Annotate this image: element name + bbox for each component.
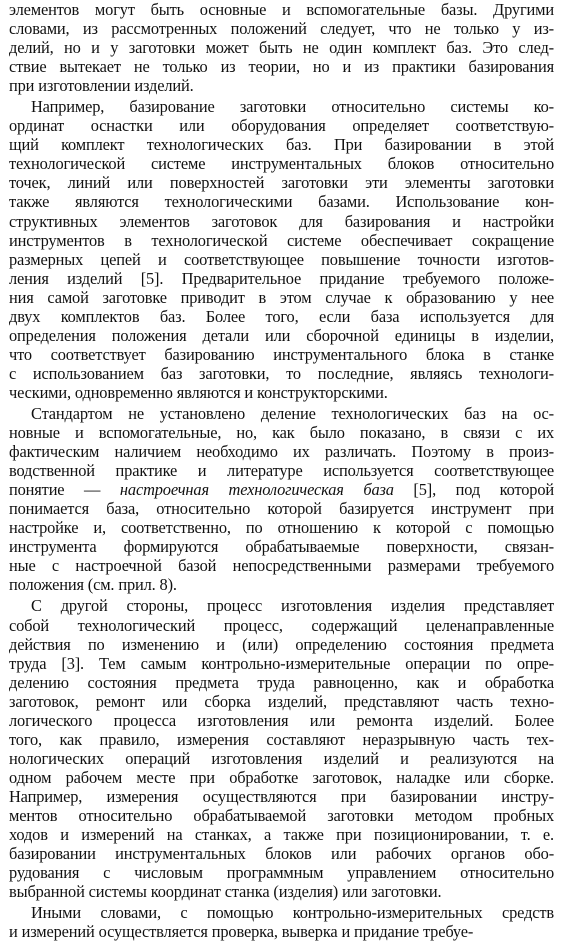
text-line: фактическим наличием необходимо их различать. Поэтому в произ- (9, 442, 554, 462)
text-line: ходов и измерений на станках, а также при позиционировании, т. е. (9, 825, 554, 845)
text-line: ординат оснастки или оборудования определяет соответствую- (9, 116, 554, 136)
text-line: понятие — настроечная технологическая база [5], под которой (9, 480, 555, 500)
text-line: размерных цепей и соответствующее повышение точности изготов- (9, 249, 554, 269)
text-line: собой технологический процесс, содержащий целенаправленные (9, 615, 554, 635)
text-line: структивных элементов заготовок для базирования и настройки (9, 211, 554, 231)
text-line: определения положения детали или сборочной единицы в изделии, (9, 325, 554, 345)
text-line: ментов относительно обрабатываемой заготовки методом пробных (9, 805, 554, 825)
paragraph (9, 0, 554, 95)
italic-term: настроечная технологическая база (119, 480, 394, 500)
text-line: ные с настроечной базой непосредственными размерами требуемого (9, 556, 554, 576)
text-line: Например, базирование заготовки относительно системы ко- (31, 97, 554, 117)
text-line: рудования с числовым программным управлением относительно (9, 863, 554, 883)
text-line: щий комплект технологических баз. При базировании в этой (9, 135, 554, 155)
text-line: и измерений осуществляется проверка, выверка и придание требуе- (9, 922, 474, 941)
text-line: одном рабочем месте при обработке заготовок, наладке или сборке. (9, 767, 554, 787)
text-line: с использованием баз заготовки, то последние, являясь технологи- (9, 363, 554, 383)
text-line: Иными словами, с помощью контрольно-измерительных средств (31, 903, 554, 923)
text-line: что соответствует базированию инструментального блока в станке (9, 344, 554, 364)
text-line: нологических операций изготовления изделий и реализуются на (9, 748, 554, 768)
paragraph (9, 596, 554, 901)
text-line: труда [3]. Тем самым контрольно-измерительные операции по опре- (9, 653, 554, 673)
text-line: Например, измерения осуществляются при базировании инстру- (9, 786, 554, 806)
text-line: инструментов в технологической системе обеспечивает сокращение (9, 230, 554, 250)
text-line: того, как правило, измерения составляют неразрывную часть тех- (9, 729, 554, 749)
text-line: базировании инструментальных блоков или рабочих органов обо- (9, 844, 554, 864)
text-line: точек, линий или поверхностей заготовки эти элементы заготовки (9, 173, 554, 193)
text-line: настройке и, соответственно, по отношению к которой с помощью (9, 518, 554, 538)
text-line: технологической системе инструментальных блоков относительно (9, 154, 554, 174)
paragraph (9, 903, 554, 941)
text-line: логического процесса изготовления или ремонта изделий. Более (9, 710, 554, 730)
text-line: при изготовлении изделий. (9, 76, 194, 96)
text-line: инструмента формируются обрабатываемые поверхности, связан- (9, 537, 554, 557)
text-line: водственной практике и литературе используется соответствующее (9, 461, 554, 481)
text-line: действия по изменению и (или) определению состояния предмета (9, 634, 554, 654)
text-line: выбранной системы координат станка (изделия) или заготовки. (9, 882, 442, 902)
text-line: делий, но и у заготовки может быть не один комплект баз. Это след- (9, 38, 554, 58)
paragraph (9, 404, 554, 594)
text-line: понимается база, относительно которой базируется инструмент при (9, 499, 554, 519)
text-line: двух комплектов баз. Более того, если база используется для (9, 306, 554, 326)
text-line: С другой стороны, процесс изготовления изделия представляет (31, 596, 554, 616)
text-line: словами, из рассмотренных положений следует, что не только у из- (9, 19, 554, 39)
text-line: ния самой заготовке приводит в этом случае к образованию у нее (9, 287, 554, 307)
text-line: Стандартом не установлено деление технологических баз на ос- (31, 403, 554, 423)
paragraph (9, 97, 554, 402)
text-line: заготовок, ремонт или сборка изделий, представляют часть техно- (9, 691, 554, 711)
text-line: новные и вспомогательные, но, как было показано, в связи с их (9, 423, 554, 443)
text-line: ления изделий [5]. Предварительное придание требуемого положе- (9, 268, 554, 288)
text-line: ческими, одновременно являются и конструкторскими. (9, 382, 388, 402)
text-line: ствие вытекает не только из теории, но и из практики базирования (9, 57, 554, 77)
text-line: элементов могут быть основные и вспомогательные базы. Другими (9, 0, 554, 19)
text-line: положения (см. прил. 8). (9, 575, 177, 595)
text-line: также являются технологическими базами. Использование кон- (9, 192, 554, 212)
text-line: делению состояния предмета труда равноценно, как и обработка (9, 672, 554, 692)
